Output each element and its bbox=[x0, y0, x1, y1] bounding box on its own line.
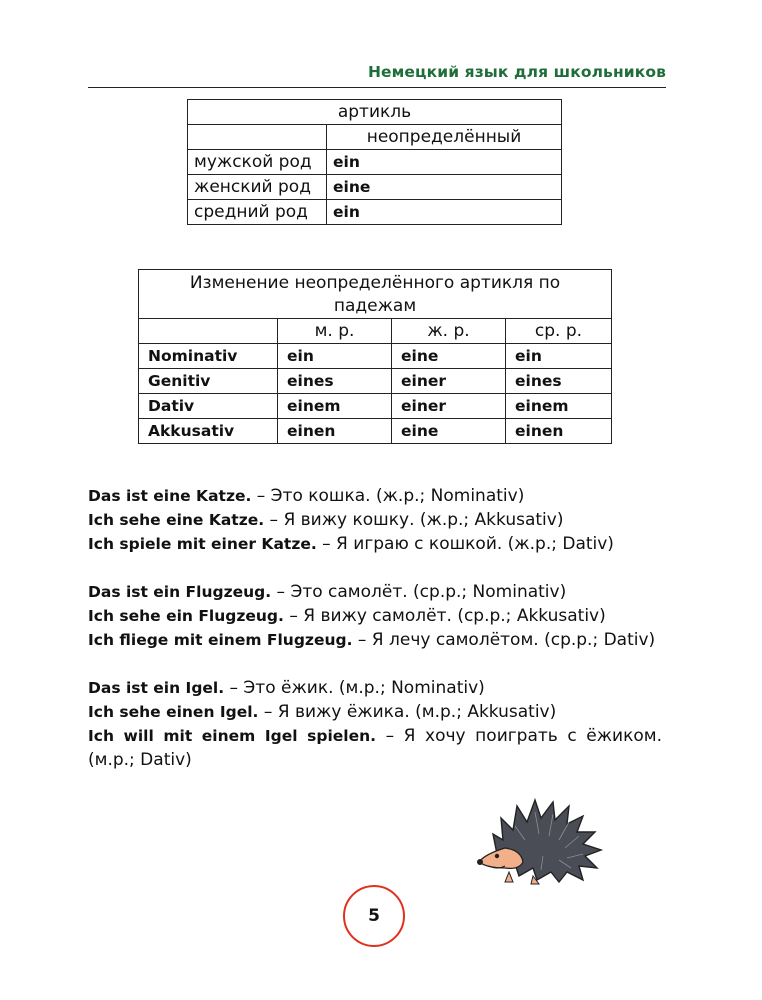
table-cell: Dativ bbox=[139, 394, 278, 419]
table-row bbox=[188, 150, 562, 175]
declension-table bbox=[138, 269, 612, 444]
example-group-katze bbox=[88, 484, 662, 556]
table-cell: ein bbox=[327, 150, 562, 175]
table-cell: средний род bbox=[188, 200, 327, 225]
table-cell: einer bbox=[392, 394, 506, 419]
table-row bbox=[188, 200, 562, 225]
table-header: артикль bbox=[188, 100, 562, 125]
table-cell bbox=[188, 125, 327, 150]
example-line: Ich will mit einem Igel spielen. – Я хочу поиграть с ёжиком. (м.р.; Dativ) bbox=[88, 726, 662, 770]
table-cell: einer bbox=[392, 369, 506, 394]
example-line: Ich sehe eine Katze. – Я вижу кошку. (ж.р.; Akkusativ) bbox=[88, 510, 564, 530]
table-row bbox=[188, 125, 562, 150]
table-cell: мужской род bbox=[188, 150, 327, 175]
example-sentences bbox=[88, 484, 662, 796]
example-group-igel bbox=[88, 676, 662, 772]
column-header: м. р. bbox=[278, 319, 392, 344]
table-row bbox=[139, 419, 612, 444]
column-header: ж. р. bbox=[392, 319, 506, 344]
example-line: Ich spiele mit einer Katze. – Я играю с кошкой. (ж.р.; Dativ) bbox=[88, 534, 614, 554]
example-line: Das ist ein Igel. – Это ёжик. (м.р.; Nominativ) bbox=[88, 678, 485, 698]
table-cell: einem bbox=[278, 394, 392, 419]
table-subheader: неопределённый bbox=[327, 125, 562, 150]
table-cell: einem bbox=[506, 394, 612, 419]
table-cell: Genitiv bbox=[139, 369, 278, 394]
example-line: Das ist eine Katze. – Это кошка. (ж.р.; Nominativ) bbox=[88, 486, 525, 506]
table-cell: женский род bbox=[188, 175, 327, 200]
table-cell bbox=[139, 319, 278, 344]
table-cell: eine bbox=[392, 419, 506, 444]
table-row bbox=[188, 175, 562, 200]
table-cell: Nominativ bbox=[139, 344, 278, 369]
table-cell: einen bbox=[278, 419, 392, 444]
table-row bbox=[139, 270, 612, 319]
column-header: ср. р. bbox=[506, 319, 612, 344]
example-line: Ich sehe einen Igel. – Я вижу ёжика. (м.р.; Akkusativ) bbox=[88, 702, 557, 722]
running-header: Немецкий язык для школьников bbox=[367, 63, 666, 81]
hedgehog-illustration bbox=[475, 796, 603, 886]
table-cell: eine bbox=[392, 344, 506, 369]
page-number: 5 bbox=[343, 885, 405, 947]
table-row bbox=[139, 369, 612, 394]
table-cell: einen bbox=[506, 419, 612, 444]
table-cell: ein bbox=[506, 344, 612, 369]
table-row bbox=[188, 100, 562, 125]
example-line: Das ist ein Flugzeug. – Это самолёт. (ср.р.; Nominativ) bbox=[88, 582, 567, 602]
table-cell: ein bbox=[327, 200, 562, 225]
example-group-flugzeug bbox=[88, 580, 662, 652]
table-cell: eines bbox=[506, 369, 612, 394]
table-cell: ein bbox=[278, 344, 392, 369]
example-line: Ich sehe ein Flugzeug. – Я вижу самолёт. (ср.р.; Akkusativ) bbox=[88, 606, 606, 626]
example-line: Ich fliege mit einem Flugzeug. – Я лечу самолётом. (ср.р.; Dativ) bbox=[88, 630, 656, 650]
table-cell: Akkusativ bbox=[139, 419, 278, 444]
table-row bbox=[139, 344, 612, 369]
table-row bbox=[139, 319, 612, 344]
table-cell: eines bbox=[278, 369, 392, 394]
table-caption: Изменение неопределённого артикля по падежам bbox=[139, 270, 612, 319]
header-divider bbox=[88, 87, 666, 88]
table-row bbox=[139, 394, 612, 419]
article-gender-table bbox=[187, 99, 562, 225]
table-cell: eine bbox=[327, 175, 562, 200]
